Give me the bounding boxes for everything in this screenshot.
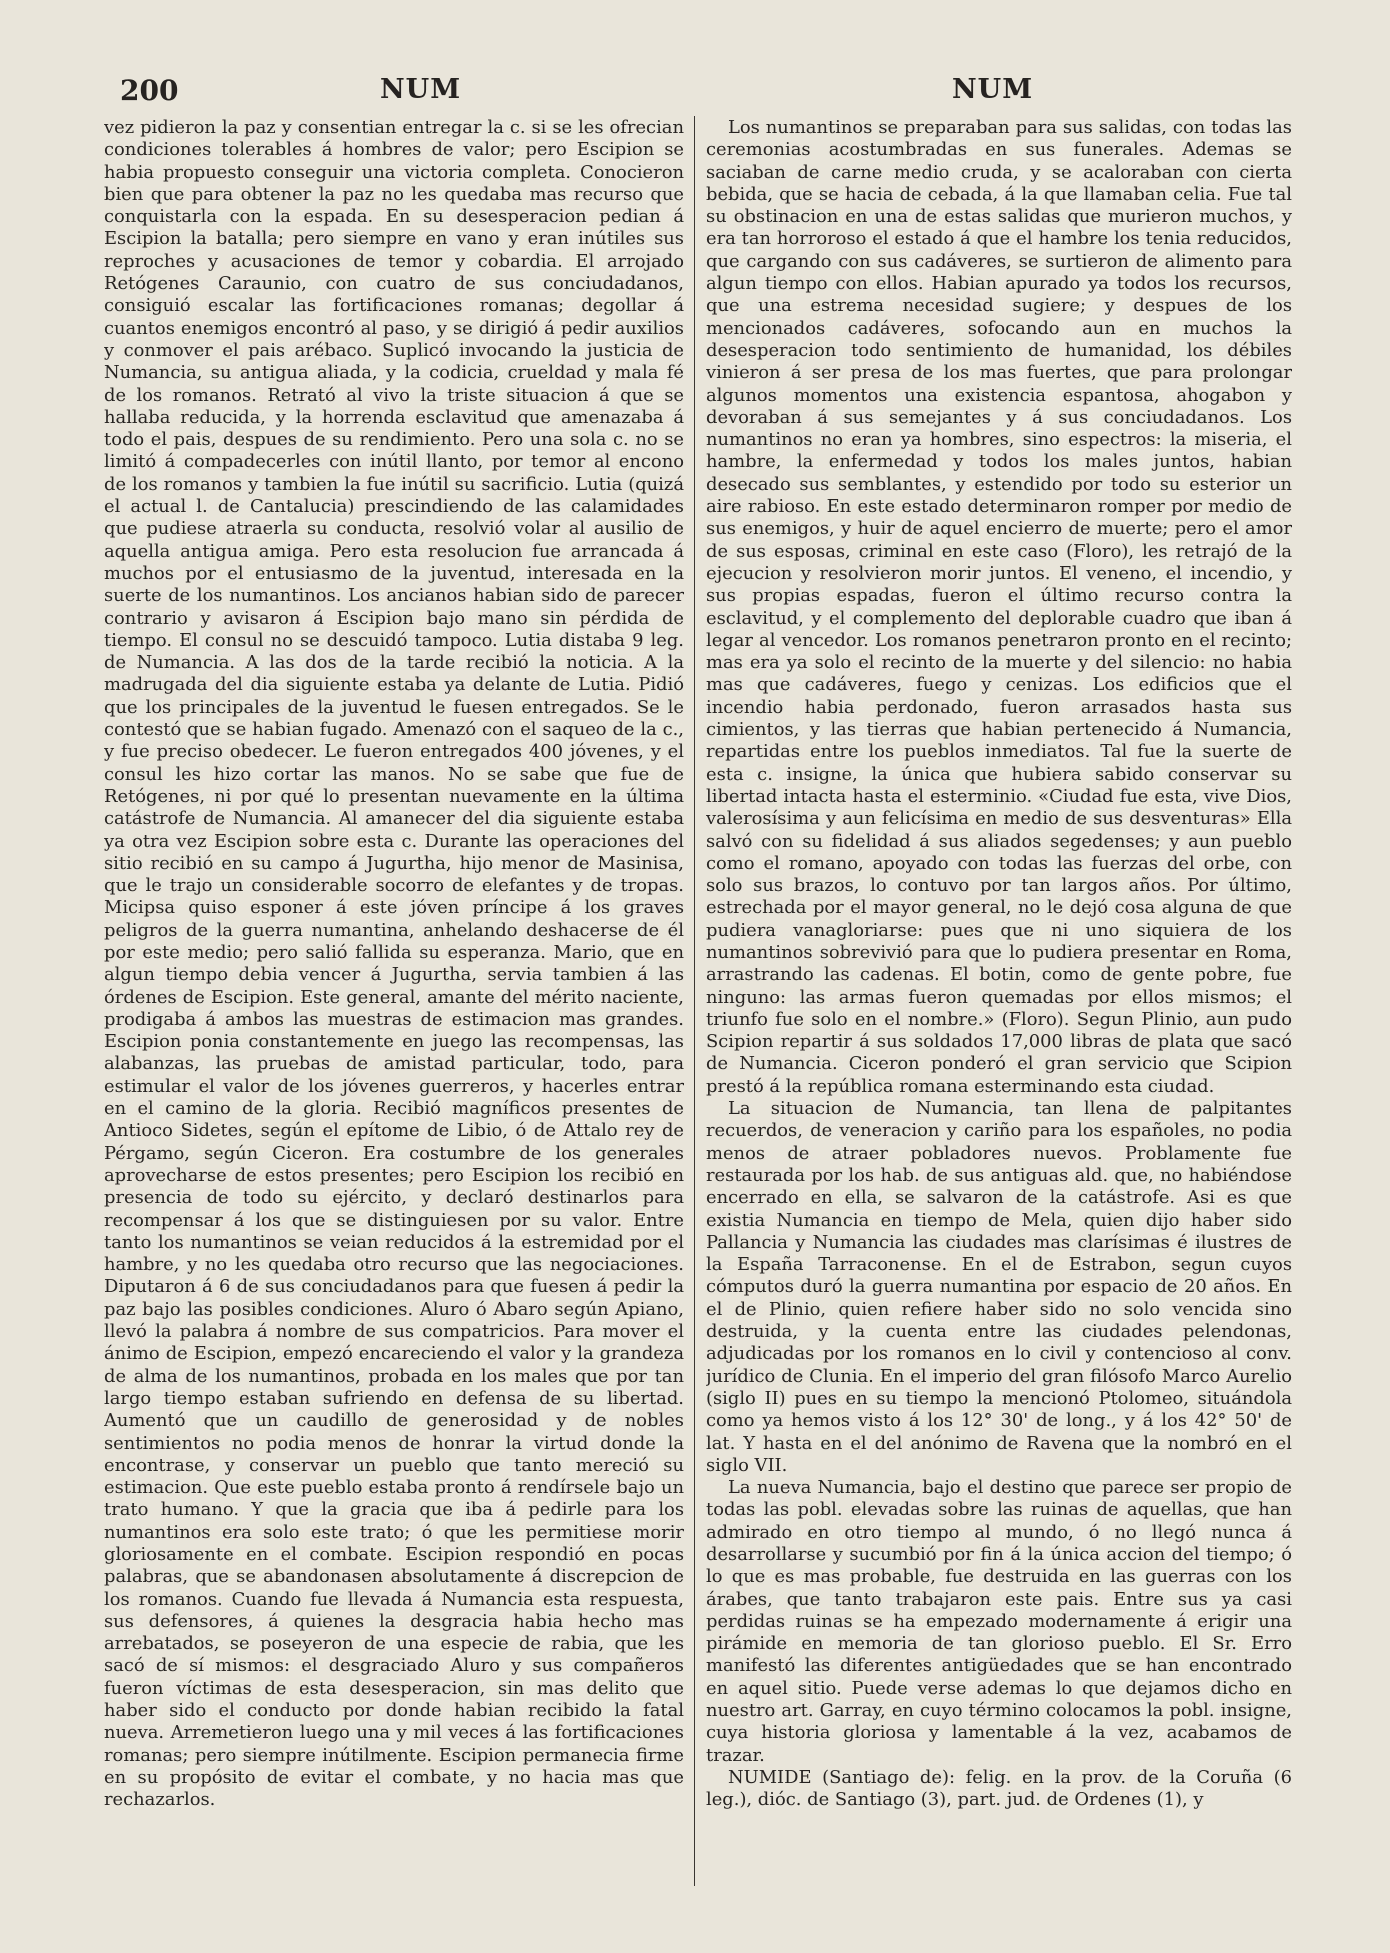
paragraph: Los numantinos se preparaban para sus salidas, con todas las ceremonias acostumbradas en sus funerales. Ademas se saciaban de carne medio cruda, y se acaloraban con cierta bebida, que se hacia de cebada, á la que llamaban celia. Fue tal su obstinacion en una de estas salidas que murieron muchos, y era tan horroroso el estado á que el hambre los tenia reducidos, que cargando con sus cadáveres, se surtieron de alimento para algun tiempo con ellos. Habian apurado ya todos los recursos, que una estrema necesidad sugiere; y despues de los mencionados cadáveres, sofocando aun en muchos la desesperacion todo sentimiento de humanidad, los débiles vinieron á ser presa de los mas fuertes, que para prolongar algunos momentos una existencia espantosa, ahogabon y devoraban á sus semejantes y á sus conciudadanos. Los numantinos no eran ya hombres, sino espectros: la miseria, el hambre, la enfermedad y todos los males juntos, habian desecado sus semblantes, y estendido por todo su esterior un aire rabioso. En este estado determinaron romper por medio de sus enemigos, y huir de aquel encierro de muerte; pero el amor de sus esposas, criminal en este caso (Floro), les retrajó de la ejecucion y resolvieron morir juntos. El veneno, el incendio, y sus propias espadas, fueron el último recurso contra la esclavitud, y el complemento del deplorable cuadro que iban á legar al vencedor. Los romanos penetraron pronto en el recinto; mas era ya solo el recinto de la muerte y del silencio: no habia mas que cadáveres, fuego y cenizas. Los edificios que el incendio habia perdonado, fueron arrasados hasta sus cimientos, y las tierras que habian pertenecido á Numancia, repartidas entre los pueblos inmediatos. Tal fue la suerte de esta c. insigne, la única que hubiera sabido conservar su libertad intacta hasta el esterminio. «Ciudad fue esta, vive Dios, valerosísima y aun felicísima en medio de sus desventuras» Ella salvó con su fidelidad á sus aliados segedenses; y aun pueblo como el romano, apoyado con todas las fuerzas del orbe, con solo sus brazos, lo contuvo por tan largos años. Por último, estrechada por el mayor general, no le dejó cosa alguna de que pudiera vanagloriarse: pues que ni uno siquiera de los numantinos sobrevivió para que lo pudiera presentar en Roma, arrastrando las cadenas. El botin, como de gente pobre, fue ninguno: las armas fueron quemadas por ellos mismos; el triunfo fue solo en el nombre.» (Floro). Segun Plinio, aun pudo Scipion repartir á sus soldados 17,000 libras de plata que sacó de Numancia. Ciceron ponderó el gran servicio que Scipion prestó á la república romana esterminando esta ciudad. — [706, 117, 1292, 1097]
running-head-right: NUM — [952, 74, 1034, 105]
right-column — [706, 117, 1292, 1887]
page-number: 200 — [120, 74, 179, 107]
left-column — [104, 117, 684, 1887]
page-header — [0, 74, 1390, 114]
paragraph: La nueva Numancia, bajo el destino que parece ser propio de todas las pobl. elevadas sobre las ruinas de aquellas, que han admirado en otro tiempo al mundo, ó no llegó nunca á desarrollarse y sucumbió por fin á la única accion del tiempo; ó lo que es mas probable, fue destruida en las guerras con los árabes, que tanto trabajaron este pais. Entre sus ya casi perdidas ruinas se ha empezado modernamente á erigir una pirámide en memoria de tan glorioso pueblo. El Sr. Erro manifestó las diferentes antigüedades que se han encontrado en aquel sitio. Puede verse ademas lo que dejamos dicho en nuestro art. Garray, en cuyo término colocamos la pobl. insigne, cuya historia gloriosa y lamentable á la vez, acabamos de trazar. — [706, 1477, 1292, 1766]
paragraph: vez pidieron la paz y consentian entregar la c. si se les ofrecian condiciones tolerables á hombres de valor; pero Escipion se habia propuesto conseguir una victoria completa. Conocieron bien que para obtener la paz no les quedaba mas recurso que conquistarla con la espada. En su desesperacion pedian á Escipion la batalla; pero siempre en vano y eran inútiles sus reproches y acusaciones de temor y cobardia. El arrojado Retógenes Caraunio, con cuatro de sus conciudadanos, consiguió escalar las fortificaciones romanas; degollar á cuantos enemigos encontró al paso, y se dirigió á pedir auxilios y conmover el pais arébaco. Suplicó invocando la justicia de Numancia, su antigua aliada, y la codicia, crueldad y mala fé de los romanos. Retrató al vivo la triste situacion á que se hallaba reducida, y la horrenda esclavitud que amenazaba á todo el pais, despues de su rendimiento. Pero una sola c. no se limitó á compadecerles con inútil llanto, por temor al encono de los romanos y tambien la fue inútil su sacrificio. Lutia (quizá el actual l. de Cantalucia) prescindiendo de las calamidades que pudiese atraerla su conducta, resolvió volar al ausilio de aquella antigua amiga. Pero esta resolucion fue arrancada á muchos por el entusiasmo de la juventud, interesada en la suerte de los numantinos. Los ancianos habian sido de parecer contrario y avisaron á Escipion bajo mano sin pérdida de tiempo. El consul no se descuidó tampoco. Lutia distaba 9 leg. de Numancia. A las dos de la tarde recibió la noticia. A la madrugada del dia siguiente estaba ya delante de Lutia. Pidió que los principales de la juventud le fuesen entregados. Se le contestó que se habian fugado. Amenazó con el saqueo de la c., y fue preciso obedecer. Le fueron entregados 400 jóvenes, y el consul les hizo cortar las manos. No se sabe que fue de Retógenes, ni por qué lo presentan nuevamente en la última catástrofe de Numancia. Al amanecer del dia siguiente estaba ya otra vez Escipion sobre esta c. Durante las operaciones del sitio recibió en su campo á Jugurtha, hijo menor de Masinisa, que le trajo un considerable socorro de elefantes y de tropas. Micipsa quiso esponer á este jóven príncipe á los graves peligros de la guerra numantina, anhelando deshacerse de él por este medio; pero salió fallida su esperanza. Mario, que en algun tiempo debia vencer á Jugurtha, servia tambien á las órdenes de Escipion. Este general, amante del mérito naciente, prodigaba á ambos las muestras de estimacion mas grandes. Escipion ponia constantemente en juego las recompensas, las alabanzas, las pruebas de amistad particular, todo, para estimular el valor de los jóvenes guerreros, y hacerles entrar en el camino de la gloria. Recibió magníficos presentes de Antioco Sidetes, según el epítome de Libio, ó de Attalo rey de Pérgamo, según Ciceron. Era costumbre de los generales aprovecharse de estos presentes; pero Escipion los recibió en presencia de todo su ejército, y declaró destinarlos para recompensar á los que se distinguiesen por su valor. Entre tanto los numantinos se veian reducidos á la estremidad por el hambre, y no les quedaba otro recurso que las negociaciones. Diputaron á 6 de sus conciudadanos para que fuesen á pedir la paz bajo las posibles condiciones. Aluro ó Abaro según Apiano, llevó la palabra á nombre de sus compatricios. Para mover el ánimo de Escipion, empezó encareciendo el valor y la grandeza de alma de los numantinos, probada en los males que por tan largo tiempo estaban sufriendo en defensa de su libertad. Aumentó que un caudillo de generosidad y de nobles sentimientos no podia menos de honrar la virtud donde la encontrase, y conservar un pueblo que tanto mereció su estimacion. Que este pueblo estaba pronto á rendírsele bajo un trato humano. Y que la gracia que iba á pedirle para los numantinos era solo este trato; ó que les permitiese morir gloriosamente en el combate. Escipion respondió en pocas palabras, que se abandonasen absolutamente á discrepcion de los romanos. Cuando fue llevada á Numancia esta respuesta, sus defensores, á quienes la desgracia habia hecho mas arrebatados, se poseyeron de una especie de rabia, que les sacó de sí mismos: el desgraciado Aluro y sus compañeros fueron víctimas de esta desesperacion, sin mas delito que haber sido el conducto por donde habian recibido la fatal nueva. Arremetieron luego una y mil veces á las fortificaciones romanas; pero siempre inútilmente. Escipion permanecia firme en su propósito de evitar el combate, y no hacia mas que rechazarlos. — [104, 117, 684, 1811]
entry-numide: NUMIDE (Santiago de): felig. en la prov. de la Coruña (6 leg.), dióc. de Santiago (3), part. jud. de Ordenes (1), y — [706, 1766, 1292, 1811]
column-divider — [694, 116, 695, 1886]
paragraph: La situacion de Numancia, tan llena de palpitantes recuerdos, de veneracion y cariño para los españoles, no podia menos de atraer pobladores nuevos. Problamente fue restaurada por los hab. de sus antiguas ald. que, no habiéndose encerrado en ella, se salvaron de la catástrofe. Asi es que existia Numancia en tiempo de Mela, quien dijo haber sido Pallancia y Numancia las ciudades mas clarísimas é ilustres de la España Tarraconense. En el de Estrabon, segun cuyos cómputos duró la guerra numantina por espacio de 20 años. En el de Plinio, quien refiere haber sido no solo vencida sino destruida, y la cuenta entre las ciudades pelendonas, adjudicadas por los romanos en lo civil y contencioso al conv. jurídico de Clunia. En el imperio del gran filósofo Marco Aurelio (siglo II) pues en su tiempo la mencionó Ptolomeo, situándola como ya hemos visto á los 12° 30' de long., y á los 42° 50' de lat. Y hasta en el del anónimo de Ravena que la nombró en el siglo VII. — [706, 1098, 1292, 1476]
running-head-left: NUM — [380, 74, 462, 105]
